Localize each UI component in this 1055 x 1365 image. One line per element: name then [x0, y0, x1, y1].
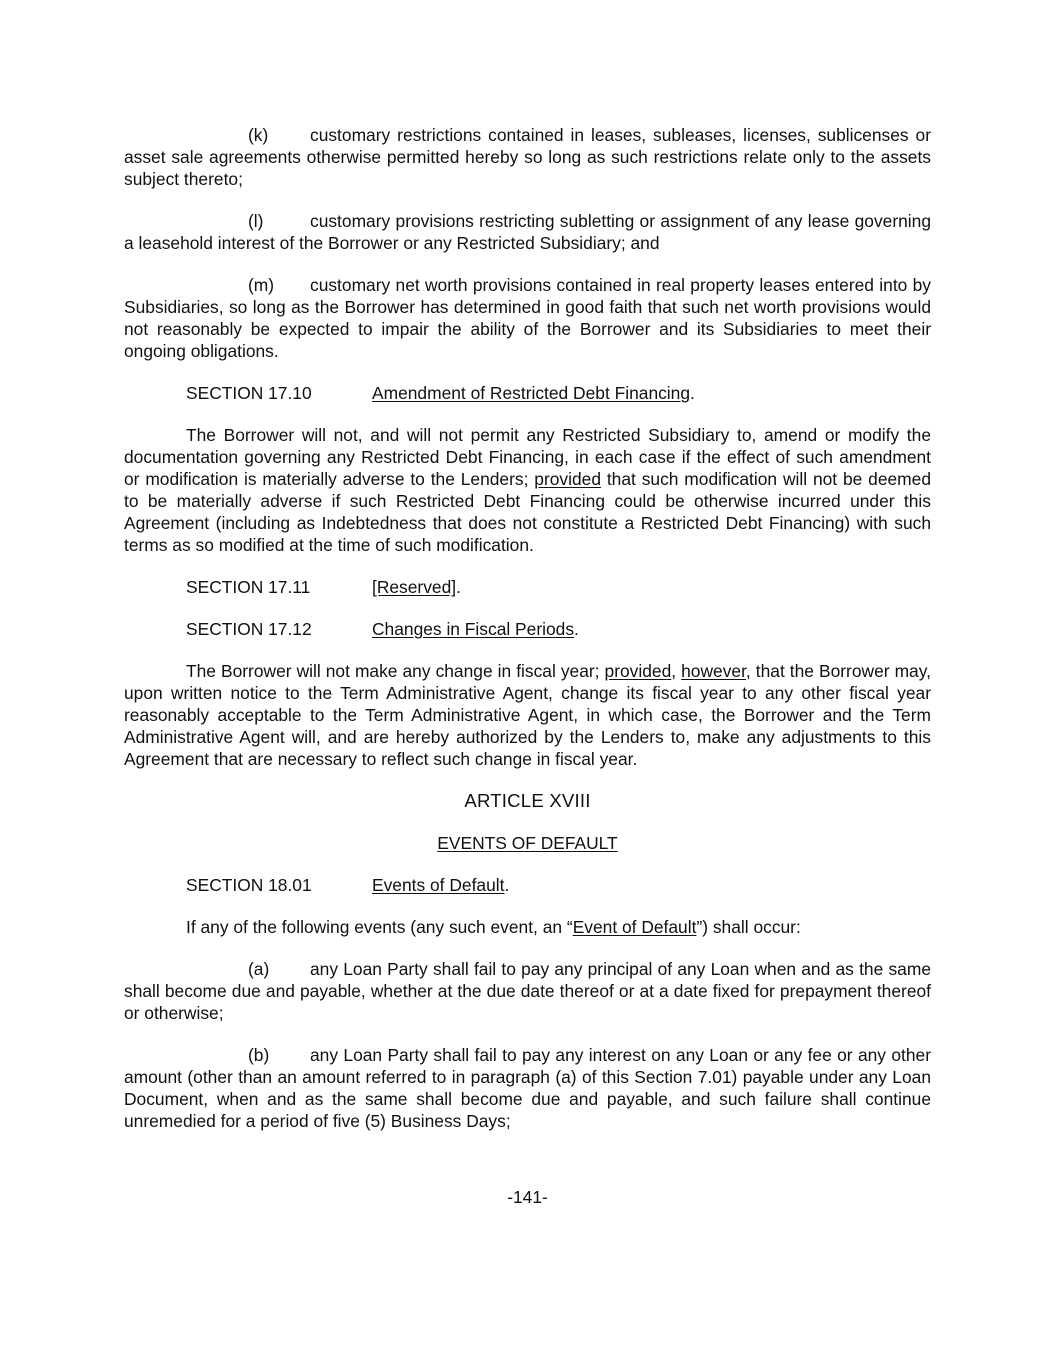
- section-number: SECTION 17.10: [186, 383, 312, 403]
- clause-l: [124, 210, 931, 254]
- section-17-11-heading: [124, 576, 931, 598]
- article-subheading: [124, 832, 931, 854]
- section-title: Amendment of Restricted Debt Financing: [372, 383, 691, 403]
- body-text: , that the Borrower may, upon written notice to the Term Administrative Agent, change its fiscal year to any other fiscal year reasonably acceptable to the Term Administrative Agent, in which case, the Borrower and the Term Administrative Agent will, and are hereby authorized by the Lenders to, make any adjustments to this Agreement that are necessary to reflect such change in fiscal year.: [124, 661, 931, 769]
- section-title-period: .: [504, 875, 510, 895]
- section-17-12-body: [124, 660, 931, 770]
- section-17-10-body: [124, 424, 931, 556]
- clause-text: any Loan Party shall fail to pay any interest on any Loan or any fee or any other amount (other than an amount referred to in paragraph (a) of this Section 7.01) payable under any Loan Document, when and as the same shall become due and payable, and such failure shall continue unremedied for a period of five (5) Business Days;: [124, 1045, 931, 1131]
- article-subheading-text: EVENTS OF DEFAULT: [437, 833, 618, 853]
- clause-text: customary provisions restricting subletting or assignment of any lease governing a leasehold interest of the Borrower or any Restricted Subsidiary; and: [124, 211, 931, 253]
- section-18-01-body: [124, 916, 931, 938]
- clause-m: [124, 274, 931, 362]
- clause-label: (m): [248, 275, 275, 295]
- clause-k: [124, 124, 931, 190]
- clause-text: customary restrictions contained in leases, subleases, licenses, sublicenses or asset sale agreements otherwise permitted hereby so long as such restrictions relate only to the assets subject thereto;: [124, 125, 931, 189]
- section-title-period: .: [574, 619, 579, 639]
- body-text: The Borrower will not, and will not permit any Restricted Subsidiary to, amend or modify the documentation governing any Restricted Debt Financing, in each case if the effect of such amendment or modification is materially adverse to the Lenders;: [124, 425, 931, 489]
- section-title: [Reserved]: [372, 577, 457, 597]
- clause-a: [124, 958, 931, 1024]
- article-heading: ARTICLE XVIII: [464, 790, 591, 811]
- section-18-01-heading: [124, 874, 931, 896]
- clause-b: [124, 1044, 931, 1132]
- defined-term: provided: [534, 469, 601, 489]
- defined-term: provided: [604, 661, 672, 681]
- section-number: SECTION 17.12: [186, 619, 312, 639]
- body-text: that such modification will not be deemed to be materially adverse if such Restricted Debt Financing could be otherwise incurred under this Agreement (including as Indebtedness that does not constitute a Restricted Debt Financing) with such terms as so modified at the time of such modification.: [124, 469, 932, 555]
- body-text: ”) shall occur:: [696, 917, 801, 937]
- defined-term: Event of Default: [572, 917, 697, 937]
- section-title: Changes in Fiscal Periods: [372, 619, 575, 639]
- defined-term: however: [681, 661, 746, 681]
- clause-text: any Loan Party shall fail to pay any principal of any Loan when and as the same shall become due and payable, whether at the due date thereof or at a date fixed for prepayment thereof or otherwise;: [124, 959, 931, 1023]
- page-number: -141-: [507, 1187, 548, 1207]
- body-text: The Borrower will not make any change in fiscal year;: [186, 661, 605, 681]
- body-text: If any of the following events (any such event, an “: [186, 917, 573, 937]
- section-title-period: .: [456, 577, 461, 597]
- section-17-12-heading: [124, 618, 931, 640]
- section-17-10-heading: [124, 382, 931, 404]
- section-title-period: .: [690, 383, 695, 403]
- page-content: [124, 124, 931, 1132]
- clause-text: customary net worth provisions contained in real property leases entered into by Subsidiaries, so long as the Borrower has determined in good faith that such net worth provisions would not reasonably be expected to impair the ability of the Borrower and its Subsidiaries to meet their ongoing obligations.: [124, 275, 931, 361]
- clause-label: (k): [248, 125, 269, 145]
- body-text: ,: [671, 661, 682, 681]
- clause-label: (b): [248, 1045, 270, 1065]
- section-number: SECTION 17.11: [186, 577, 311, 597]
- section-title: Events of Default: [372, 875, 505, 895]
- clause-label: (a): [248, 959, 270, 979]
- clause-label: (l): [248, 211, 264, 231]
- section-number: SECTION 18.01: [186, 875, 312, 895]
